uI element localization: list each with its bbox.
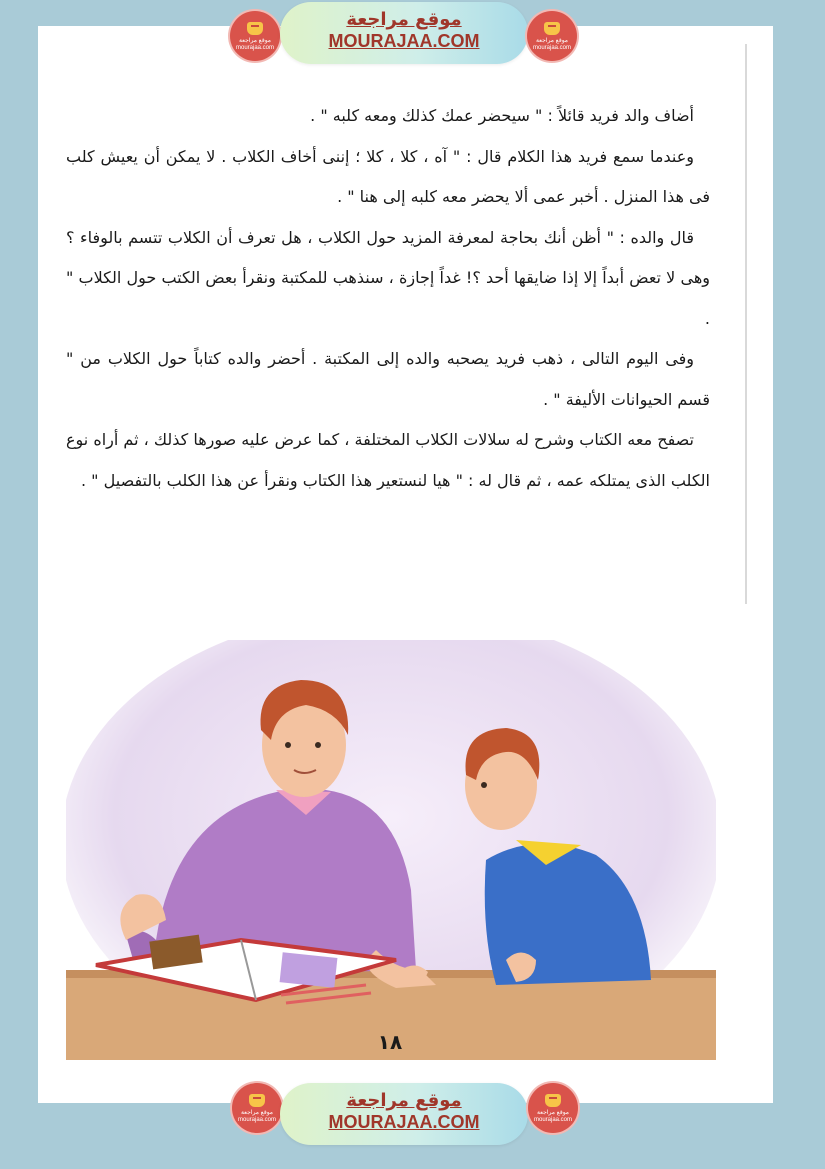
- site-name-arabic[interactable]: موقع مراجعة: [346, 9, 462, 30]
- cup-icon: [249, 1094, 265, 1107]
- site-banner-top[interactable]: [280, 2, 528, 64]
- story-text: [66, 96, 710, 501]
- site-name-english[interactable]: MOURAJAA.COM: [328, 31, 480, 51]
- site-logo-badge-right[interactable]: موقع مراجعة mourajaa.com: [527, 11, 577, 61]
- cup-icon: [545, 1094, 561, 1107]
- site-banner-bottom[interactable]: [280, 1083, 528, 1145]
- page-number: ١٨: [377, 1030, 403, 1054]
- paragraph-1: أضاف والد فريد قائلاً : " سيحضر عمك كذلك ومعه كلبه " .: [310, 106, 694, 125]
- paragraph-5: تصفح معه الكتاب وشرح له سلالات الكلاب المختلفة ، كما عرض عليه صورها كذلك ، ثم أراه نوع الكلب الذى يمتلكه عمه ، ثم قال له : " هيا لنستعير هذا الكتاب ونقرأ عن هذا الكلب بالتفصيل " .: [65, 430, 710, 490]
- story-illustration: [66, 640, 716, 1060]
- page-divider: [745, 44, 747, 604]
- site-logo-badge-left-bottom[interactable]: موقع مراجعة mourajaa.com: [232, 1083, 282, 1133]
- site-name-english[interactable]: MOURAJAA.COM: [328, 1112, 480, 1132]
- site-name-arabic[interactable]: موقع مراجعة: [346, 1090, 462, 1111]
- paragraph-3: قال والده : " أظن أنك بحاجة لمعرفة المزيد حول الكلاب ، هل تعرف أن الكلاب تتسم بالوفاء ؟ وهى لا تعض أبداً إلا إذا ضايقها أحد ؟! غداً إجازة ، سنذهب للمكتبة ونقرأ بعض الكتب حول الكلاب " .: [66, 227, 710, 328]
- site-logo-badge-left[interactable]: موقع مراجعة mourajaa.com: [230, 11, 280, 61]
- site-logo-badge-right-bottom[interactable]: موقع مراجعة mourajaa.com: [528, 1083, 578, 1133]
- cup-icon: [544, 22, 560, 35]
- paragraph-4: وفى اليوم التالى ، ذهب فريد يصحبه والده إلى المكتبة . أحضر والده كتاباً حول الكلاب من " قسم الحيوانات الأليفة " .: [66, 349, 710, 409]
- paragraph-2: وعندما سمع فريد هذا الكلام قال : " آه ، كلا ، كلا ؛ إننى أخاف الكلاب . لا يمكن أن يعيش كلب فى هذا المنزل . أخبر عمى ألا يحضر معه كلبه إلى هنا " .: [66, 146, 710, 206]
- cup-icon: [247, 22, 263, 35]
